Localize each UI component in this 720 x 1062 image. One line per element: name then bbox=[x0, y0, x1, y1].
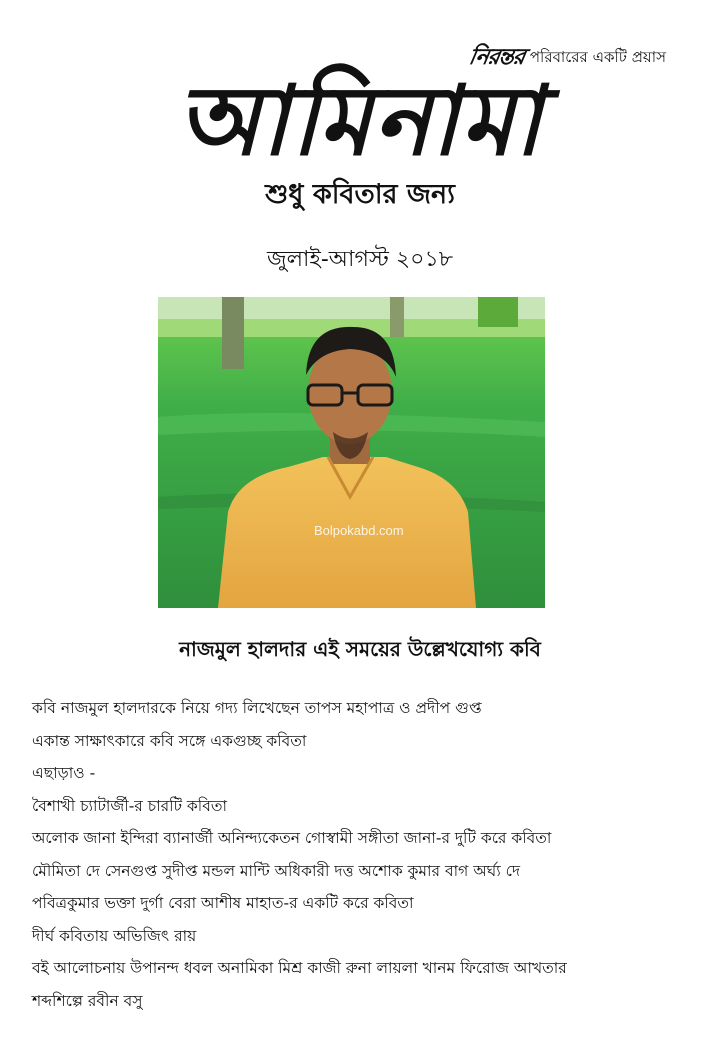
publisher-tagline: পরিবারের একটি প্রয়াস bbox=[529, 48, 666, 66]
issue-date: জুলাই-আগস্ট ২০১৮ bbox=[266, 247, 454, 272]
poet-portrait-image bbox=[158, 297, 545, 608]
cover-headline: নাজমুল হালদার এই সময়ের উল্লেখযোগ্য কবি bbox=[179, 637, 541, 661]
contents-item: মৌমিতা দে সেনগুপ্ত সুদীপ্ত মন্ডল মান্টি অধিকারী দত্ত অশোক কুমার বাগ অর্ঘ্য দে bbox=[32, 861, 521, 880]
contents-item: এছাড়াও - bbox=[32, 764, 96, 782]
cover-photo bbox=[158, 297, 545, 608]
publisher-logo: নিরন্তর bbox=[467, 44, 527, 70]
masthead bbox=[0, 62, 720, 219]
contents-item: বৈশাখী চ্যাটার্জী-র চারটি কবিতা bbox=[32, 796, 227, 815]
contents-item: পবিত্রকুমার ভক্তা দুর্গা বেরা আশীষ মাহাত-র একটি করে কবিতা bbox=[32, 894, 414, 912]
contents-item: শব্দশিল্পে রবীন বসু bbox=[32, 991, 143, 1010]
watermark-text: Bolpokabd.com bbox=[314, 523, 404, 538]
magazine-title: আমিনামা bbox=[176, 64, 544, 177]
magazine-subtitle: শুধু কবিতার জন্য bbox=[265, 179, 455, 210]
contents-item: বই আলোচনায় উপানন্দ ধবল অনামিকা মিশ্র কাজী রুনা লায়লা খানম ফিরোজ আখতার bbox=[32, 959, 567, 977]
contents-item: অলোক জানা ইন্দিরা ব্যানার্জী অনিন্দ্যকেতন গোস্বামী সঙ্গীতা জানা-র দুটি করে কবিতা bbox=[32, 829, 552, 847]
contents-list bbox=[32, 692, 692, 1017]
contents-item: কবি নাজমুল হালদারকে নিয়ে গদ্য লিখেছেন তাপস মহাপাত্র ও প্রদীপ গুপ্ত bbox=[32, 699, 482, 717]
contents-item: একান্ত সাক্ষাৎকারে কবি সঙ্গে একগুচ্ছ কবিতা bbox=[32, 731, 307, 750]
contents-item: দীর্ঘ কবিতায় অভিজিৎ রায় bbox=[32, 926, 197, 945]
